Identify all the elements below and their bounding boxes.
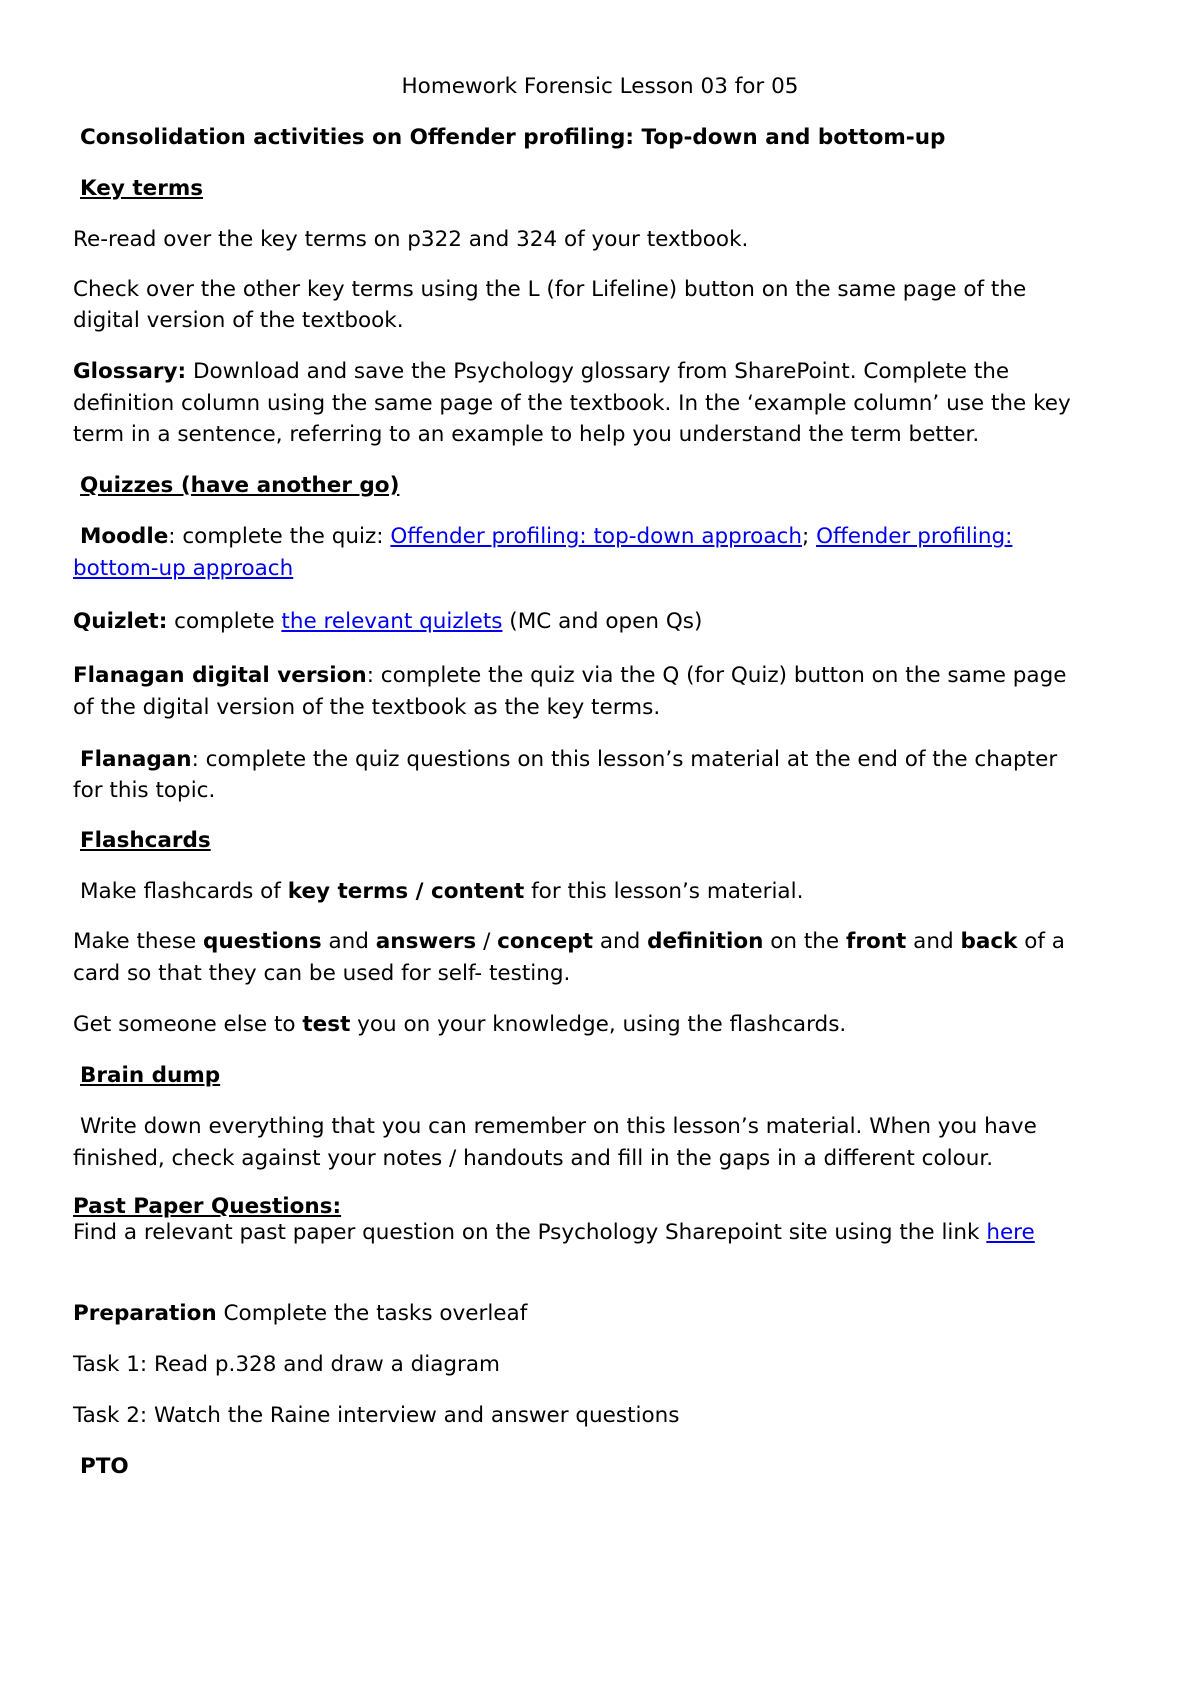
task-1: Task 1: Read p.328 and draw a diagram xyxy=(73,1352,500,1377)
document-title: Homework Forensic Lesson 03 for 05 xyxy=(401,74,799,99)
key-terms-check-line-2: digital version of the textbook. xyxy=(73,308,404,333)
brain-dump-heading: Brain dump xyxy=(80,1063,221,1088)
preparation-line: Preparation Complete the tasks overleaf xyxy=(73,1301,528,1326)
quizlet-line: Quizlet: complete the relevant quizlets (MC and open Qs) xyxy=(73,609,703,634)
key-terms-reread: Re-read over the key terms on p322 and 324 of your textbook. xyxy=(73,227,749,252)
glossary-line-1: Glossary: Download and save the Psychology glossary from SharePoint. Complete the xyxy=(73,359,1010,384)
flanagan-digital-label: Flanagan digital version xyxy=(73,663,367,688)
glossary-line-2: definition column using the same page of the textbook. In the ‘example column’ use the key xyxy=(73,391,1071,416)
past-paper-line: Find a relevant past paper question on the Psychology Sharepoint site using the link here xyxy=(73,1220,1035,1245)
flanagan-line-1: Flanagan: complete the quiz questions on this lesson’s material at the end of the chapter xyxy=(80,747,1058,772)
key-terms-check-line-1: Check over the other key terms using the L (for Lifeline) button on the same page of the xyxy=(73,277,1027,302)
quizlets-link[interactable]: the relevant quizlets xyxy=(281,609,503,634)
quizlet-label: Quizlet: xyxy=(73,609,168,634)
flanagan-line-2: for this topic. xyxy=(73,778,216,803)
glossary-label: Glossary: xyxy=(73,359,187,384)
flanagan-digital-line-2: of the digital version of the textbook as the key terms. xyxy=(73,695,661,720)
pto-label: PTO xyxy=(80,1454,129,1479)
flanagan-label: Flanagan xyxy=(80,747,192,772)
moodle-label: Moodle xyxy=(80,524,169,549)
flashcards-line-3: card so that they can be used for self- testing. xyxy=(73,961,571,986)
bottom-up-quiz-link-continued[interactable]: bottom-up approach xyxy=(73,556,294,581)
glossary-line-3: term in a sentence, referring to an example to help you understand the term better. xyxy=(73,422,980,447)
moodle-line-1: Moodle: complete the quiz: Offender profiling: top-down approach; Offender profiling: xyxy=(80,524,1013,549)
bottom-up-quiz-link[interactable]: Offender profiling: xyxy=(816,524,1013,549)
flashcards-line-2: Make these questions and answers / concept and definition on the front and back of a xyxy=(73,929,1065,954)
document-subtitle: Consolidation activities on Offender profiling: Top-down and bottom-up xyxy=(80,125,946,150)
moodle-line-2 xyxy=(73,553,293,585)
flashcards-heading: Flashcards xyxy=(80,828,211,853)
key-terms-heading: Key terms xyxy=(80,176,204,201)
brain-dump-line-2: finished, check against your notes / handouts and fill in the gaps in a different colour. xyxy=(73,1146,994,1171)
task-2: Task 2: Watch the Raine interview and answer questions xyxy=(73,1403,680,1428)
flashcards-line-4: Get someone else to test you on your knowledge, using the flashcards. xyxy=(73,1012,847,1037)
preparation-label: Preparation xyxy=(73,1301,217,1326)
top-down-quiz-link[interactable]: Offender profiling: top-down approach xyxy=(390,524,802,549)
brain-dump-line-1: Write down everything that you can remember on this lesson’s material. When you have xyxy=(80,1114,1037,1139)
quizzes-heading: Quizzes (have another go) xyxy=(80,473,400,498)
flanagan-digital-line-1: Flanagan digital version: complete the quiz via the Q (for Quiz) button on the same page xyxy=(73,663,1067,688)
past-paper-heading: Past Paper Questions: xyxy=(73,1194,342,1219)
past-paper-here-link[interactable]: here xyxy=(986,1220,1035,1245)
flashcards-line-1: Make flashcards of key terms / content for this lesson’s material. xyxy=(80,879,804,904)
